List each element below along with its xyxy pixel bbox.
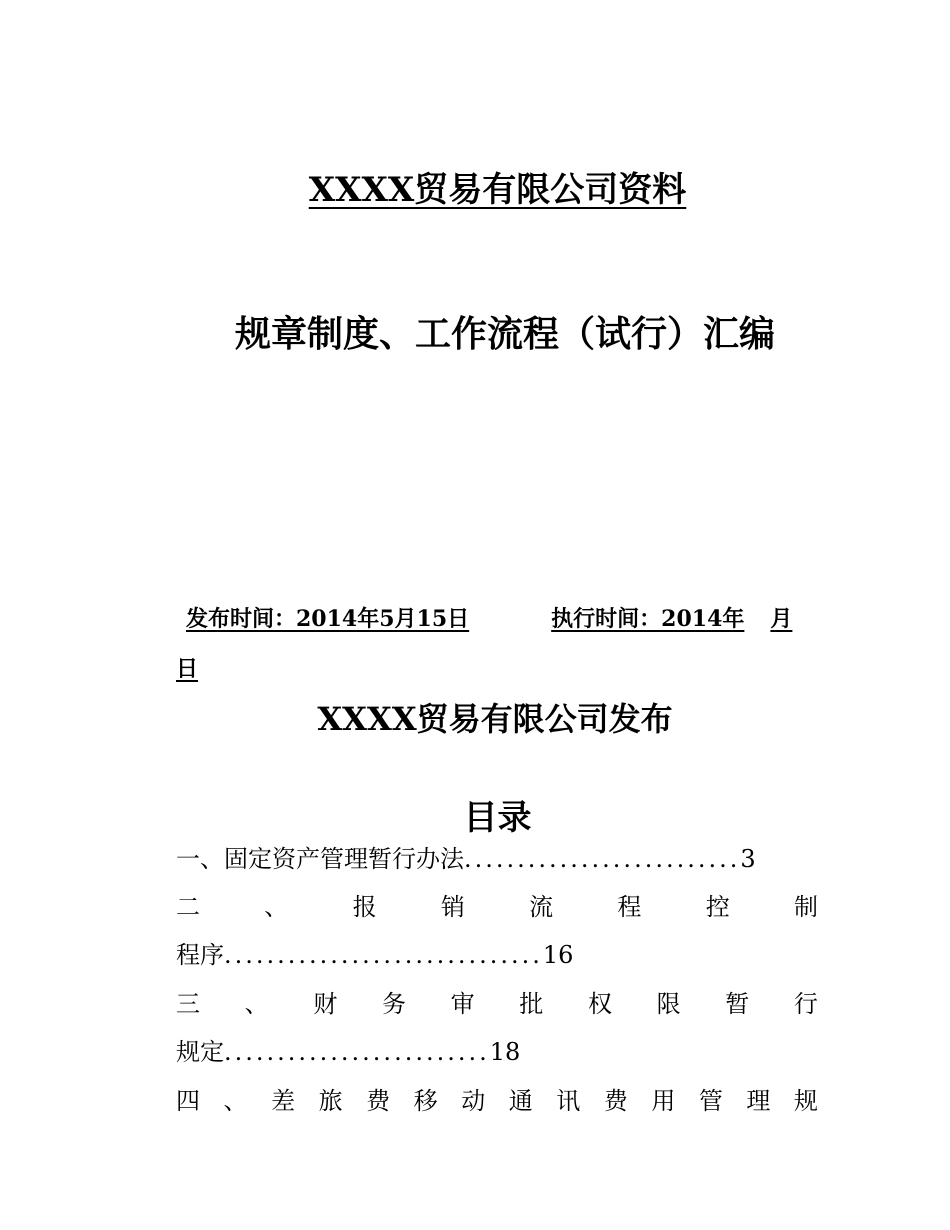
toc-title-char: 审 (450, 990, 475, 1018)
toc-item-title: 一、固定资产管理暂行办法 (176, 845, 464, 873)
toc-title-char: 规 (793, 1087, 818, 1115)
toc-title-char: 销 (440, 893, 465, 921)
toc-title-char: 程 (617, 893, 642, 921)
toc-item-continuation (176, 938, 818, 972)
toc-title-char: 管 (698, 1087, 723, 1115)
toc-title-char: 行 (793, 990, 818, 1018)
toc-title-char: 二 (176, 893, 200, 921)
toc-title-char: 制 (793, 893, 818, 921)
toc-title-char: 批 (519, 990, 544, 1018)
toc-title-char: 费 (603, 1087, 628, 1115)
release-date: 发布时间：2014年5月15日 (186, 606, 470, 632)
toc-item-page: 3 (740, 845, 756, 873)
toc-item-page: 18 (489, 1038, 521, 1066)
toc-title-char: 用 (651, 1087, 676, 1115)
toc-title-char: 务 (381, 990, 406, 1018)
toc-title-char: 移 (413, 1087, 438, 1115)
toc-title-char: 控 (705, 893, 730, 921)
toc-title-char: 、 (264, 893, 289, 921)
exec-date-label: 执行时间：2014年 (551, 606, 745, 632)
toc-title-char: 讯 (556, 1087, 581, 1115)
toc-item[interactable] (176, 987, 818, 1021)
toc-item[interactable] (176, 842, 818, 876)
toc-item[interactable] (176, 890, 818, 924)
date-line (186, 602, 800, 633)
toc-leader-dots: .............................. (224, 941, 543, 969)
toc-title-char: 差 (271, 1087, 296, 1115)
exec-month-label: 月 (770, 606, 793, 632)
document-subtitle: 规章制度、工作流程（试行）汇编 (234, 313, 775, 355)
toc-item-continuation (176, 1035, 818, 1069)
toc-title-char: 理 (746, 1087, 771, 1115)
toc-title-char: 四 (176, 1087, 200, 1115)
toc-title-char: 限 (656, 990, 681, 1018)
toc-title-char: 暂 (725, 990, 750, 1018)
toc-item-page: 16 (542, 941, 574, 969)
toc-title: 目录 (463, 798, 532, 838)
toc-item[interactable] (176, 1084, 818, 1118)
toc-item-title-rest: 规定 (176, 1038, 224, 1066)
toc-title-char: 权 (587, 990, 612, 1018)
toc-title-char: 费 (366, 1087, 391, 1115)
toc-title-char: 报 (352, 893, 377, 921)
toc-leader-dots: .......................... (464, 845, 741, 873)
toc-title-char: 流 (529, 893, 554, 921)
toc-title-char: 动 (461, 1087, 486, 1115)
toc-item-title-rest: 程序 (176, 941, 224, 969)
toc-title-char: 财 (313, 990, 338, 1018)
toc-leader-dots: ......................... (224, 1038, 490, 1066)
toc-title-char: 三 (176, 990, 200, 1018)
toc-title-char: 旅 (318, 1087, 343, 1115)
toc-title-char: 通 (508, 1087, 533, 1115)
company-title: XXXX贸易有限公司资料 (308, 170, 687, 210)
publisher-line: XXXX贸易有限公司发布 (317, 700, 673, 738)
toc-title-char: 、 (223, 1087, 248, 1115)
exec-day-label: 日 (176, 656, 199, 682)
toc-title-char: 、 (244, 990, 269, 1018)
